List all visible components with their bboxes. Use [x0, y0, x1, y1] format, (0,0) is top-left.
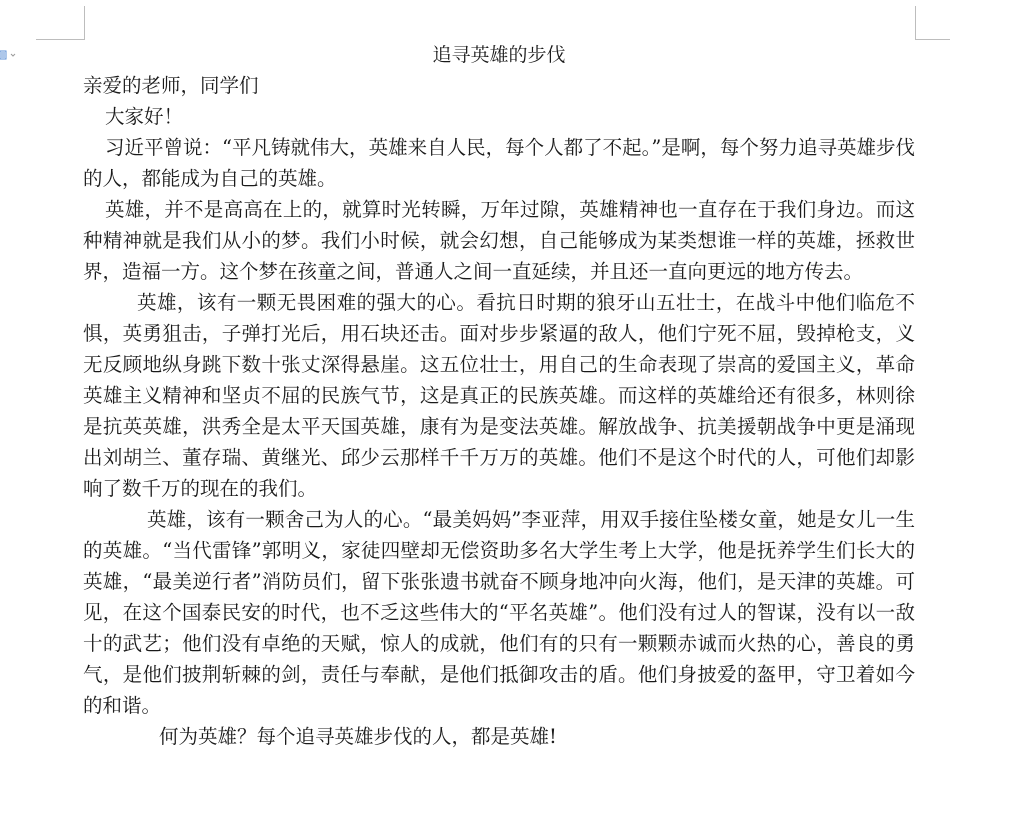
document-body[interactable]: [83, 40, 915, 752]
paragraph-3: 英雄，该有一颗无畏困难的强大的心。看抗日时期的狼牙山五壮士，在战斗中他们临危不惧，英勇狙击，子弹打光后，用石块还击。面对步步紧逼的敌人，他们宁死不屈，毁掉枪支，义无反顾地纵身跳下数十张丈深得悬崖。这五位壮士，用自己的生命表现了崇高的爱国主义，革命英雄主义精神和坚贞不屈的民族气节，这是真正的民族英雄。而这样的英雄给还有很多，林则徐是抗英英雄，洪秀全是太平天国英雄，康有为是变法英雄。解放战争、抗美援朝战争中更是涌现出刘胡兰、董存瑞、黄继光、邱少云那样千千万万的英雄。他们不是这个时代的人，可他们却影响了数千万的现在的我们。: [83, 291, 915, 500]
paragraph-marker-icon[interactable]: [0, 48, 18, 62]
top-right-crop-mark: [915, 6, 950, 40]
greeting: 大家好！: [105, 105, 184, 128]
document-title: 追寻英雄的步伐: [432, 44, 566, 66]
paragraph-5: 何为英雄？每个追寻英雄步伐的人，都是英雄!: [159, 725, 557, 748]
paragraph-2: 英雄，并不是高高在上的，就算时光转瞬，万年过隙，英雄精神也一直存在于我们身边。而这种精神就是我们从小的梦。我们小时候，就会幻想，自己能够成为某类想谁一样的英雄，拯救世界，造福一方。这个梦在孩童之间，普通人之间一直延续，并且还一直向更远的地方传去。: [83, 198, 915, 283]
paragraph-4: 英雄，该有一颗舍己为人的心。“最美妈妈”李亚萍，用双手接住坠楼女童，她是女儿一生的英雄。“当代雷锋”郭明义，家徒四壁却无偿资助多名大学生考上大学，他是抚养学生们长大的英雄，“最美逆行者”消防员们，留下张张遗书就奋不顾身地冲向火海，他们，是天津的英雄。可见，在这个国泰民安的时代，也不乏这些伟大的“平名英雄”。他们没有过人的智谋，没有以一敌十的武艺；他们没有卓绝的天赋，惊人的成就，他们有的只有一颗颗赤诚而火热的心，善良的勇气，是他们披荆斩棘的剑，责任与奉献，是他们抵御攻击的盾。他们身披爱的盔甲，守卫着如今的和谐。: [83, 508, 915, 717]
top-left-crop-mark: [36, 6, 85, 40]
salutation: 亲爱的老师，同学们: [83, 74, 259, 97]
paragraph-1: 习近平曾说：“平凡铸就伟大，英雄来自人民，每个人都了不起。”是啊，每个努力追寻英雄步伐的人，都能成为自己的英雄。: [83, 136, 915, 190]
